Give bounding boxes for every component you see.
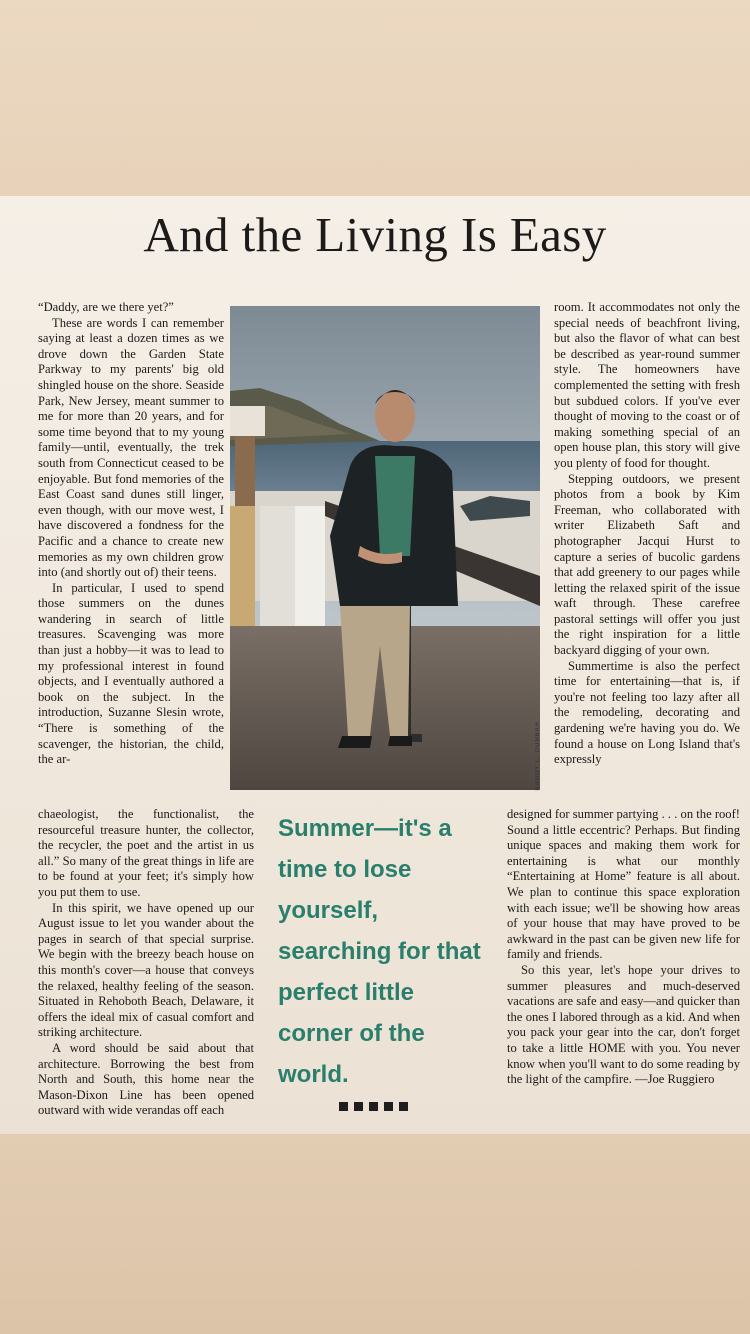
paragraph: Summertime is also the perfect time for entertaining—that is, if you're not feeling too lazy after all the remodeling, decorating and gardening we're having you do. We found a house on Long Island that's expressly [554,658,740,767]
paragraph: room. It accommodates not only the special needs of beachfront living, but also the flavor of what can best be described as year-round summer style. The homeowners have complemented the setting with fresh but subdued colors. If you've ever thought of moving to the coast or of making something special of an open house plan, this story will give you plenty of food for thought. [554,300,740,470]
article-photo [230,306,540,790]
magazine-page [0,196,750,1134]
paragraph: These are words I can remember saying at least a dozen times as we drove down the Garden State Parkway to my parents' big old shingled house on the shore. Seaside Park, New Jersey, meant summer to me for more than 20 years, and for some time beyond that to my young family—until, eventually, the trek south from Connecticut ceased to be enjoyable. But fond memories of the East Coast sand dunes still linger, even though, with our move west, I have discovered a fondness for the Pacific and a chance to create new memories as my own children grow into (and shortly out of) their teens. [38,315,224,580]
column-left-bottom [38,807,254,1119]
paragraph: In particular, I used to spend those summers on the dunes wandering in search of little treasures. Scavenging was more than just a hobby—it was to lead to my professional interest in found objects, and I eventually authored a book on the subject. In the introduction, Suzanne Slesin wrote, “There is something of the scavenger, the historian, the child, the ar- [38,580,224,767]
column-left-top [38,300,224,768]
article-title: And the Living Is Easy [143,207,607,262]
paragraph: So this year, let's hope your drives to summer pleasures and much-deserved vacations are safe and easy—and quicker than the ones I labored through as a kid. And when you pack your gear into the car, don't forget to take a little HOME with you. You never know when you'll want to do some reading by the light of the campfire. —Joe Ruggiero [507,962,740,1087]
column-right-bottom [507,807,740,1088]
pull-quote: Summer—it's a time to lose yourself, searching for that perfect little corner of the world. [278,815,481,1088]
paragraph: In this spirit, we have opened up our August issue to let you wander about the pages in search of that special surprise. We begin with the breezy beach house on this month's cover—a house that conveys the relaxed, healthy feeling of the season. Situated in Rehoboth Beach, Delaware, it offers the ideal mix of casual comfort and striking architecture. [38,900,254,1040]
paragraph: designed for summer partying . . . on the roof! Sound a little eccentric? Perhaps. But finding unique spaces and making them work for entertaining is what our monthly “Entertaining at Home” feature is all about. We plan to continue this space exploration with each issue; we'll be showing how areas of your house that may have proved to be awkward in the past can be given new life for family and friends. [507,807,740,962]
column-right-top [554,300,740,768]
beach-photo-illustration [230,306,540,790]
photo-credit: RANDY L. DUNBAR [535,721,541,791]
end-squares-ornament [339,1102,408,1111]
paragraph: “Daddy, are we there yet?” [38,300,174,314]
paragraph: A word should be said about that architecture. Borrowing the best from North and South, this home near the Mason-Dixon Line has been opened outward with wide verandas off each [38,1040,254,1118]
paragraph: Stepping outdoors, we present photos from a book by Kim Freeman, who collaborated with writer Elizabeth Saft and photographer Jacqui Hurst to capture a series of bucolic gardens that add greenery to our pages while letting the relaxed spirit of the issue waft through. These carefree pastoral settings will offer you just the right inspiration for a little backyard digging of your own. [554,471,740,658]
paragraph: chaeologist, the functionalist, the resourceful treasure hunter, the collector, the recycler, the poet and the artist in us all.” So many of the great things in life are to be found at your feet; it's simply how you put them to use. [38,807,254,899]
